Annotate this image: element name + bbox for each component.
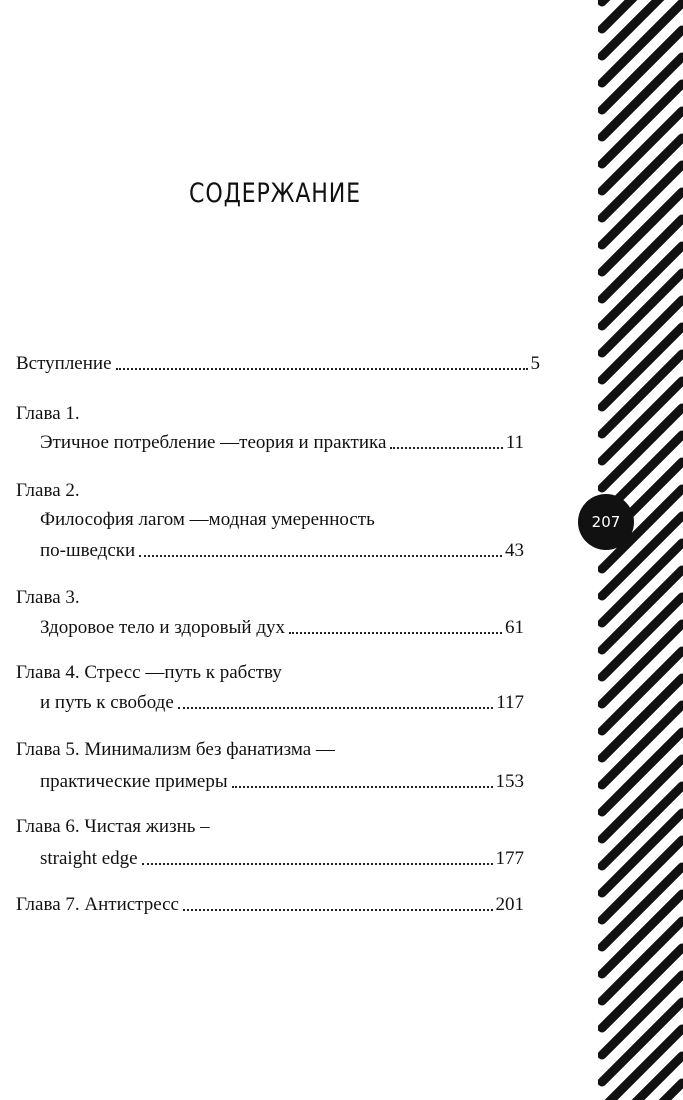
toc-entry-ch3[interactable]: [40, 616, 524, 640]
toc-page-number: 11: [505, 432, 524, 453]
toc-page-number: 117: [496, 692, 524, 713]
toc-entry-label: практические примеры: [40, 771, 228, 792]
toc-entry-label: Этичное потребление —теория и практика: [40, 432, 387, 453]
toc-page-number: 177: [495, 848, 524, 869]
dot-leader: [390, 447, 502, 449]
toc-entry-label: Глава 4. Стресс —путь к рабству: [16, 662, 282, 683]
dot-leader: [142, 863, 493, 865]
diagonal-stripes-decoration: [598, 0, 683, 1100]
dot-leader: [178, 707, 493, 709]
toc-entry-label: straight edge: [40, 848, 138, 869]
dot-leader: [183, 909, 493, 911]
toc-page-number: 43: [505, 540, 524, 561]
dot-leader: [116, 368, 528, 370]
page-title: СОДЕРЖАНИЕ: [189, 178, 361, 209]
dot-leader: [139, 555, 502, 557]
toc-entry-label: Глава 6. Чистая жизнь –: [16, 816, 210, 837]
toc-entry-ch7[interactable]: [16, 893, 524, 917]
toc-entry-label: Философия лагом —модная умеренность: [40, 509, 375, 530]
toc-entry-ch4[interactable]: [40, 691, 524, 715]
toc-entry-ch1[interactable]: [40, 431, 524, 455]
chapter-heading: Глава 1.: [16, 403, 80, 424]
toc-entry-label: и путь к свободе: [40, 692, 174, 713]
toc-page-number: 5: [530, 353, 540, 374]
toc-page-number: 153: [495, 771, 524, 792]
toc-entry-label: Здоровое тело и здоровый дух: [40, 617, 286, 638]
toc-entry-intro[interactable]: [16, 352, 540, 376]
stripe: [602, 0, 682, 2]
toc-entry-ch2[interactable]: [40, 539, 524, 563]
toc-entry-label: Глава 7. Антистресс: [16, 894, 179, 915]
toc-entry-label: Глава 5. Минимализм без фанатизма —: [16, 739, 335, 760]
chapter-heading: Глава 2.: [16, 480, 80, 501]
chapter-heading: Глава 3.: [16, 587, 80, 608]
toc-page-number: 61: [505, 617, 524, 638]
toc-entry-label: Вступление: [16, 353, 112, 374]
dot-leader: [232, 786, 493, 788]
page-number-badge: 207: [578, 494, 634, 550]
toc-entry-ch5[interactable]: [40, 770, 524, 794]
toc-entry-label: по-шведски: [40, 540, 136, 561]
toc-entry-ch6[interactable]: [40, 847, 524, 871]
toc-page-number: 201: [495, 894, 524, 915]
dot-leader: [289, 632, 502, 634]
